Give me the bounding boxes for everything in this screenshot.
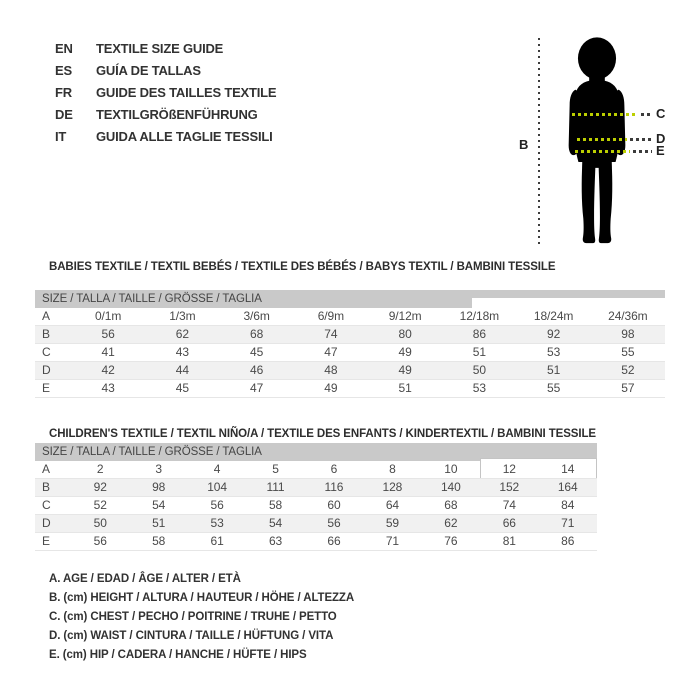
language-row	[55, 38, 276, 60]
table-cell: 8	[389, 462, 396, 476]
table-cell: 45	[250, 345, 264, 359]
table-cell: 46	[250, 363, 264, 377]
table-cell: 49	[324, 381, 338, 395]
table-cell: 58	[268, 498, 283, 512]
table-cell: 92	[547, 327, 561, 341]
table-cell: 52	[621, 363, 635, 377]
table-cell: 4	[213, 462, 221, 476]
table-cell: 48	[324, 363, 338, 377]
table-cell: 42	[101, 363, 115, 377]
language-row	[55, 82, 276, 104]
table-cell: 74	[324, 327, 338, 341]
table-cell: 62	[444, 516, 458, 530]
table-cell: 10	[444, 462, 458, 476]
table-cell: 80	[398, 327, 412, 341]
babies-section-title: BABIES TEXTILE / TEXTIL BEBÉS / TEXTILE DES BÉBÉS / BABYS TEXTIL / BAMBINI TESSILE	[49, 261, 556, 273]
row-label: C	[42, 345, 51, 359]
legend-line: B. (cm) HEIGHT / ALTURA / HAUTEUR / HÖHE / ALTEZZA	[49, 592, 355, 604]
table-cell: 81	[502, 534, 516, 548]
table-header-bar: SIZE / TALLA / TAILLE / GRÖSSE / TAGLIA	[35, 443, 597, 461]
legend-line: E. (cm) HIP / CADERA / HANCHE / HÜFTE / HIPS	[49, 649, 307, 661]
language-row	[55, 60, 276, 82]
table-cell: 41	[101, 345, 115, 359]
language-code: EN	[55, 41, 73, 56]
table-cell: 56	[327, 516, 341, 530]
table-row	[35, 380, 665, 398]
row-label: E	[42, 381, 50, 395]
legend-line: A. AGE / EDAD / ÂGE / ALTER / ETÀ	[49, 573, 241, 585]
table-row	[35, 533, 597, 551]
table-cell: 61	[210, 534, 224, 548]
row-label: A	[42, 309, 50, 323]
children-section-title: CHILDREN'S TEXTILE / TEXTIL NIÑO/A / TEXTILE DES ENFANTS / KINDERTEXTIL / BAMBINI TESSILE	[49, 428, 596, 440]
table-cell: 0/1m	[94, 309, 122, 323]
table-cell: 66	[502, 516, 516, 530]
table-cell: 71	[385, 534, 399, 548]
table-cell: 60	[327, 498, 341, 512]
table-row	[35, 308, 665, 326]
row-label: B	[42, 327, 50, 341]
table-cell: 98	[152, 480, 166, 494]
table-cell: 68	[444, 498, 458, 512]
table-cell: 111	[266, 480, 285, 494]
language-row	[55, 126, 276, 148]
table-cell: 12/18m	[459, 309, 500, 323]
hip-measure-line	[575, 150, 630, 153]
table-row	[35, 344, 665, 362]
table-row	[35, 515, 597, 533]
table-cell: 53	[210, 516, 224, 530]
table-cell: 54	[152, 498, 166, 512]
table-cell: 86	[561, 534, 575, 548]
table-cell: 164	[557, 480, 578, 494]
table-cell: 54	[268, 516, 283, 530]
table-cell: 152	[499, 480, 520, 494]
table-cell: 3/6m	[243, 309, 270, 323]
table-cell: 44	[175, 363, 189, 377]
table-row	[35, 326, 665, 344]
language-code: FR	[55, 85, 72, 100]
table-cell: 56	[93, 534, 107, 548]
language-title: GUÍA DE TALLAS	[96, 63, 201, 78]
table-cell: 5	[272, 462, 279, 476]
babies-size-table	[35, 290, 665, 398]
table-cell: 14	[561, 462, 575, 476]
language-code: IT	[55, 129, 67, 144]
table-cell: 3	[155, 462, 162, 476]
waist-measure-line	[577, 138, 627, 141]
table-cell: 98	[621, 327, 635, 341]
table-cell: 52	[93, 498, 107, 512]
table-cell: 51	[152, 516, 166, 530]
table-cell: 140	[440, 480, 461, 494]
table-cell: 49	[398, 345, 412, 359]
language-title: TEXTILGRÖßENFÜHRUNG	[96, 107, 258, 122]
hip-leader-line	[633, 150, 652, 153]
table-cell: 84	[561, 498, 575, 512]
table-cell: 2	[96, 462, 104, 476]
row-label: D	[42, 363, 51, 377]
table-cell: 68	[250, 327, 264, 341]
language-title: GUIDA ALLE TAGLIE TESSILI	[96, 129, 273, 144]
table-cell: 56	[210, 498, 224, 512]
table-row	[35, 461, 597, 479]
table-cell: 51	[547, 363, 561, 377]
table-cell: 43	[101, 381, 115, 395]
chest-measure-line	[572, 113, 638, 116]
table-cell: 50	[472, 363, 486, 377]
row-label: C	[42, 498, 51, 512]
table-cell: 64	[385, 498, 399, 512]
table-cell: 71	[561, 516, 575, 530]
table-cell: 47	[324, 345, 338, 359]
table-cell: 55	[547, 381, 561, 395]
table-cell: 45	[175, 381, 189, 395]
language-code: DE	[55, 107, 73, 122]
table-cell: 47	[250, 381, 264, 395]
chest-label: C	[656, 106, 666, 121]
table-cell: 53	[472, 381, 486, 395]
table-row	[35, 362, 665, 380]
table-cell: 9/12m	[388, 309, 422, 323]
legend-line: C. (cm) CHEST / PECHO / POITRINE / TRUHE / PETTO	[49, 611, 337, 623]
table-cell: 51	[398, 381, 412, 395]
language-title-list	[55, 38, 276, 148]
table-cell: 49	[398, 363, 412, 377]
table-row	[35, 497, 597, 515]
height-label: B	[519, 137, 529, 152]
table-cell: 24/36m	[608, 309, 648, 323]
table-cell: 86	[472, 327, 486, 341]
table-cell: 1/3m	[169, 309, 196, 323]
table-cell: 66	[327, 534, 341, 548]
table-cell: 6/9m	[317, 309, 345, 323]
language-row	[55, 104, 276, 126]
table-cell: 55	[621, 345, 635, 359]
row-label: A	[42, 462, 50, 476]
chest-leader-line	[641, 113, 652, 116]
table-cell: 18/24m	[533, 309, 574, 323]
table-cell: 58	[152, 534, 166, 548]
table-cell: 74	[502, 498, 516, 512]
table-cell: 56	[101, 327, 115, 341]
table-cell: 50	[93, 516, 107, 530]
table-cell: 63	[268, 534, 283, 548]
row-label: E	[42, 534, 50, 548]
table-row	[35, 479, 597, 497]
language-title: TEXTILE SIZE GUIDE	[96, 41, 224, 56]
table-cell: 51	[472, 345, 486, 359]
hip-label: E	[656, 143, 665, 158]
children-size-table	[35, 443, 597, 551]
legend-line: D. (cm) WAIST / CINTURA / TAILLE / HÜFTUNG / VITA	[49, 630, 334, 642]
waist-label: D	[656, 131, 666, 146]
table-cell: 53	[547, 345, 561, 359]
table-cell: 62	[175, 327, 189, 341]
table-cell: 76	[444, 534, 458, 548]
table-cell: 116	[324, 480, 344, 494]
waist-leader-line	[630, 138, 652, 141]
measurement-legend	[49, 570, 354, 665]
table-header-bar: SIZE / TALLA / TAILLE / GRÖSSE / TAGLIA	[35, 290, 665, 308]
table-cell: 59	[385, 516, 399, 530]
table-cell: 57	[621, 381, 635, 395]
language-title: GUIDE DES TAILLES TEXTILE	[96, 85, 277, 100]
height-measure-line	[538, 38, 540, 248]
language-code: ES	[55, 63, 72, 78]
table-cell: 6	[330, 462, 338, 476]
table-cell: 43	[175, 345, 189, 359]
row-label: D	[42, 516, 51, 530]
table-cell: 104	[207, 480, 227, 494]
table-cell: 92	[93, 480, 107, 494]
row-label: B	[42, 480, 50, 494]
table-cell: 12	[502, 462, 516, 476]
table-cell: 128	[382, 480, 403, 494]
